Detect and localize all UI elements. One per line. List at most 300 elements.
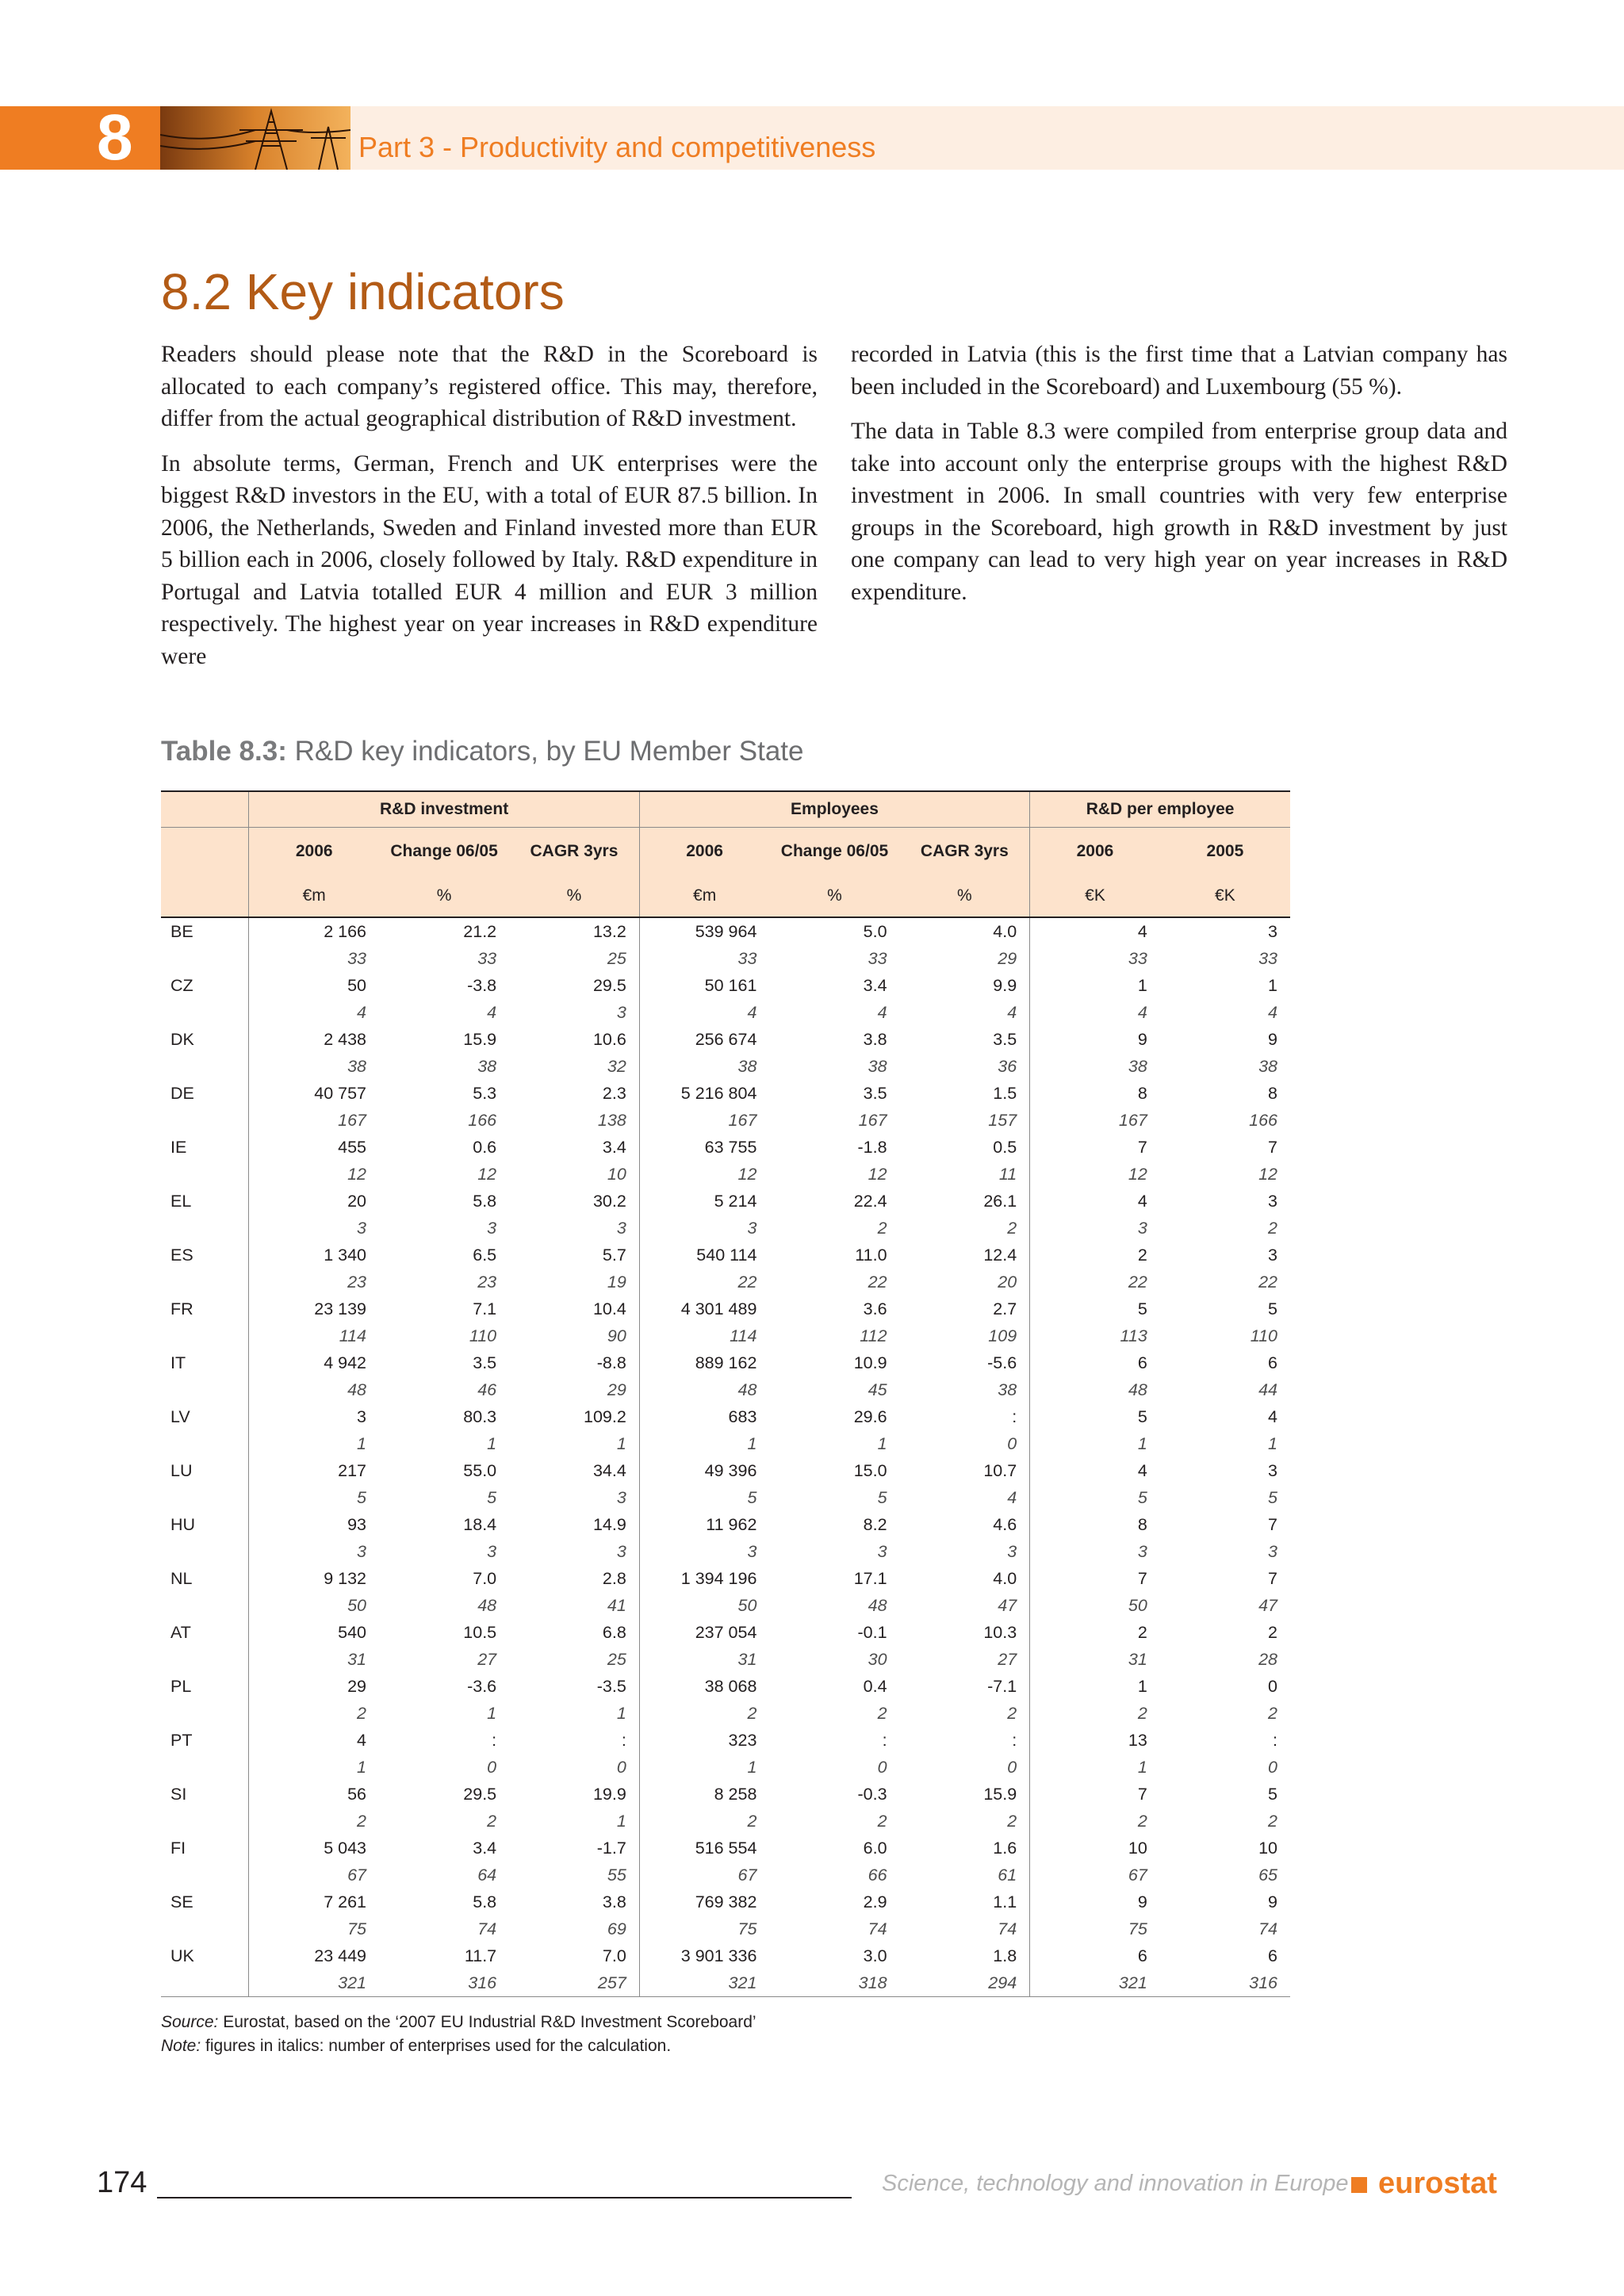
unit-header: %	[509, 875, 639, 917]
value-cell: 4	[1030, 917, 1160, 945]
count-cell: 2	[1030, 1808, 1160, 1835]
group-header: R&D per employee	[1030, 791, 1290, 828]
count-cell: 38	[1030, 1053, 1160, 1080]
value-cell: 7.0	[473, 1569, 497, 1588]
count-cell: 74	[998, 1919, 1017, 1938]
source-text: Eurostat, based on the ‘2007 EU Industrial R&D Investment Scoreboard’	[218, 2013, 756, 2031]
value-cell: 10.6	[592, 1030, 626, 1049]
count-cell: 33	[1258, 949, 1277, 968]
row-label-blank	[161, 1484, 249, 1511]
value-cell: 9.9	[993, 976, 1017, 995]
value-cell: 1.1	[993, 1892, 1017, 1911]
enterprise-count-row	[161, 1484, 1290, 1511]
value-cell: 5	[1268, 1785, 1277, 1804]
value-cell: 3	[1268, 922, 1277, 941]
value-cell: 8.2	[863, 1515, 887, 1534]
value-cell: 1.5	[993, 1084, 1017, 1103]
paragraph: In absolute terms, German, French and UK enterprises were the biggest R&D investors in the EU, with a total of EUR 87.5 billion. In 2006, the Netherlands, Sweden and Finland invested more than EUR 5 billion each in 2006, closely followed by Italy. R&D expenditure in Portugal and Latvia totalled EUR 4 million and EUR 3 million respectively. The highest year on year increases in R&D expenditure were	[161, 450, 818, 669]
value-cell: 4	[1030, 1188, 1160, 1215]
count-cell: 27	[998, 1650, 1017, 1669]
count-cell: 3	[616, 1542, 626, 1561]
count-cell: 4	[1007, 1003, 1017, 1022]
enterprise-count-row	[161, 1053, 1290, 1080]
row-label-blank	[161, 1915, 249, 1942]
count-cell: 2	[487, 1812, 497, 1831]
value-cell: 1	[1030, 1673, 1160, 1700]
country-code: AT	[170, 1623, 191, 1642]
value-cell: 1 340	[249, 1242, 379, 1269]
enterprise-count-row	[161, 1862, 1290, 1888]
enterprise-count-row	[161, 1269, 1290, 1295]
count-cell: 3	[1030, 1538, 1160, 1565]
value-cell: 323	[639, 1727, 769, 1754]
value-cell: :	[1273, 1731, 1277, 1750]
value-cell: :	[882, 1731, 887, 1750]
value-cell: 5	[1030, 1403, 1160, 1430]
row-label-blank	[161, 1269, 249, 1295]
row-label-blank	[161, 1862, 249, 1888]
value-cell: -1.7	[596, 1839, 626, 1858]
enterprise-count-row	[161, 1808, 1290, 1835]
count-cell: 23	[249, 1269, 379, 1295]
count-cell: 2	[1030, 1700, 1160, 1727]
count-cell: 0	[487, 1758, 497, 1777]
paragraph: The data in Table 8.3 were compiled from enterprise group data and take into account only the enterprise groups with the highest R&D investment in 2006. In small countries with very few enterprise groups in the Scoreboard, high growth in R&D investment by just one company can lead to very high year on year increases in R&D expenditure.	[851, 419, 1507, 605]
row-label-blank	[161, 1322, 249, 1349]
value-cell: 15.9	[463, 1030, 497, 1049]
count-cell: 1	[249, 1754, 379, 1781]
enterprise-count-row	[161, 1915, 1290, 1942]
value-cell: 2.3	[602, 1084, 626, 1103]
value-cell: 2.9	[863, 1892, 887, 1911]
count-cell: 2	[1007, 1219, 1017, 1238]
count-cell: 74	[868, 1919, 887, 1938]
value-cell: -1.8	[857, 1138, 887, 1157]
value-cell: -7.1	[987, 1677, 1017, 1696]
country-code: CZ	[170, 976, 193, 995]
enterprise-count-row	[161, 1592, 1290, 1619]
column-header: 2006	[639, 828, 769, 876]
value-cell: 2.7	[993, 1299, 1017, 1318]
count-cell: 4	[877, 1003, 887, 1022]
count-cell: 2	[639, 1700, 769, 1727]
count-cell: 1	[616, 1812, 626, 1831]
value-cell: 5.0	[863, 922, 887, 941]
count-cell: 47	[1258, 1596, 1277, 1615]
count-cell: 38	[639, 1053, 769, 1080]
country-code: ES	[170, 1246, 193, 1265]
value-cell: -0.1	[857, 1623, 887, 1642]
value-cell: 26.1	[983, 1192, 1017, 1211]
table-row	[161, 1619, 1290, 1646]
table-row	[161, 1242, 1290, 1269]
row-label-blank	[161, 1646, 249, 1673]
note-label: Note:	[161, 2037, 201, 2055]
count-cell: 167	[858, 1111, 887, 1130]
count-cell: 316	[1160, 1969, 1290, 1997]
unit-header: €K	[1160, 875, 1290, 917]
value-cell: 5 216 804	[639, 1080, 769, 1107]
count-cell: 1	[616, 1704, 626, 1723]
enterprise-count-row	[161, 945, 1290, 972]
value-cell: 63 755	[639, 1134, 769, 1161]
count-cell: 11	[998, 1165, 1017, 1184]
count-cell: 33	[868, 949, 887, 968]
value-cell: 237 054	[639, 1619, 769, 1646]
count-cell: 321	[249, 1969, 379, 1997]
table-row	[161, 972, 1290, 999]
count-cell: 1	[487, 1434, 497, 1453]
count-cell: 166	[468, 1111, 497, 1130]
value-cell: 15.0	[853, 1461, 887, 1480]
count-cell: 3	[1007, 1542, 1017, 1561]
value-cell: 29.5	[592, 976, 626, 995]
count-cell: 66	[868, 1866, 887, 1885]
value-cell: 29.6	[853, 1407, 887, 1426]
group-header: R&D investment	[249, 791, 639, 828]
eurostat-logo: eurostat	[1378, 2167, 1497, 2200]
value-cell: 18.4	[463, 1515, 497, 1534]
value-cell: 8	[1030, 1511, 1160, 1538]
value-cell: :	[492, 1731, 497, 1750]
chapter-number: 8	[97, 101, 133, 174]
value-cell: 20	[249, 1188, 379, 1215]
count-cell: 4	[1268, 1003, 1277, 1022]
count-cell: 5	[877, 1488, 887, 1507]
count-cell: 3	[616, 1219, 626, 1238]
value-cell: 9	[1030, 1888, 1160, 1915]
value-cell: 55.0	[463, 1461, 497, 1480]
value-cell: -3.6	[467, 1677, 497, 1696]
count-cell: 2	[249, 1808, 379, 1835]
value-cell: 7	[1030, 1134, 1160, 1161]
count-cell: 38	[1258, 1057, 1277, 1076]
count-cell: 2	[1007, 1704, 1017, 1723]
count-cell: 4	[1007, 1488, 1017, 1507]
count-cell: 23	[477, 1272, 497, 1292]
count-cell: 41	[607, 1596, 626, 1615]
source-note	[161, 2011, 756, 2034]
value-cell: 6	[1268, 1353, 1277, 1372]
value-cell: 217	[249, 1457, 379, 1484]
count-cell: 2	[877, 1219, 887, 1238]
count-cell: 67	[249, 1862, 379, 1888]
count-cell: 1	[1268, 1434, 1277, 1453]
header-blank	[161, 875, 249, 917]
count-cell: 1	[1030, 1754, 1160, 1781]
count-cell: 3	[639, 1538, 769, 1565]
count-cell: 30	[868, 1650, 887, 1669]
count-cell: 22	[1258, 1272, 1277, 1292]
count-cell: 90	[607, 1326, 626, 1345]
unit-header: %	[769, 875, 899, 917]
country-code: NL	[170, 1569, 193, 1588]
row-label-blank	[161, 1215, 249, 1242]
table-row	[161, 1888, 1290, 1915]
count-cell: 4	[1030, 999, 1160, 1026]
value-cell: -0.3	[857, 1785, 887, 1804]
value-cell: 14.9	[592, 1515, 626, 1534]
count-cell: 31	[639, 1646, 769, 1673]
row-label-blank	[161, 1538, 249, 1565]
count-cell: 3	[1030, 1215, 1160, 1242]
count-cell: 157	[988, 1111, 1017, 1130]
row-label-blank	[161, 1430, 249, 1457]
value-cell: 3.5	[473, 1353, 497, 1372]
value-cell: 5.7	[602, 1246, 626, 1265]
count-cell: 74	[1258, 1919, 1277, 1938]
table-row	[161, 1188, 1290, 1215]
count-cell: 33	[249, 945, 379, 972]
count-cell: 12	[1030, 1161, 1160, 1188]
count-cell: 167	[639, 1107, 769, 1134]
publication-title: Science, technology and innovation in Europe	[882, 2171, 1349, 2196]
count-cell: 167	[1030, 1107, 1160, 1134]
value-cell: 683	[639, 1403, 769, 1430]
country-code: LV	[170, 1407, 190, 1426]
count-cell: 38	[998, 1380, 1017, 1399]
header-blank	[161, 791, 249, 828]
count-cell: 31	[249, 1646, 379, 1673]
value-cell: 1.6	[993, 1839, 1017, 1858]
country-code: IT	[170, 1353, 186, 1372]
table-body	[161, 917, 1290, 1997]
count-cell: 12	[639, 1161, 769, 1188]
enterprise-count-row	[161, 1430, 1290, 1457]
value-cell: 7	[1030, 1781, 1160, 1808]
value-cell: 5 214	[639, 1188, 769, 1215]
count-cell: 69	[607, 1919, 626, 1938]
header-blank	[161, 828, 249, 876]
value-cell: 11.7	[464, 1946, 497, 1965]
value-cell: 256 674	[639, 1026, 769, 1053]
value-cell: 49 396	[639, 1457, 769, 1484]
indicators-table	[161, 790, 1290, 1997]
table-caption-label: Table 8.3:	[161, 736, 287, 767]
value-cell: 10.4	[592, 1299, 626, 1318]
value-cell: 7.0	[602, 1946, 626, 1965]
value-cell: 5.8	[473, 1892, 497, 1911]
value-cell: 80.3	[463, 1407, 497, 1426]
table-row	[161, 1727, 1290, 1754]
table-row	[161, 1511, 1290, 1538]
table-row	[161, 1457, 1290, 1484]
source-label: Source:	[161, 2013, 219, 2031]
count-cell: 36	[998, 1057, 1017, 1076]
value-cell: 29	[249, 1673, 379, 1700]
count-cell: 1	[639, 1430, 769, 1457]
value-cell: 4.6	[993, 1515, 1017, 1534]
value-cell: 5.3	[473, 1084, 497, 1103]
enterprise-count-row	[161, 1646, 1290, 1673]
value-cell: 6	[1030, 1349, 1160, 1376]
value-cell: 0.6	[473, 1138, 497, 1157]
count-cell: 110	[1250, 1326, 1277, 1345]
country-code: SI	[170, 1785, 187, 1804]
count-cell: 12	[868, 1165, 887, 1184]
count-cell: 5	[1030, 1484, 1160, 1511]
value-cell: 1	[1268, 976, 1277, 995]
chapter-box	[0, 101, 160, 174]
country-code: FR	[170, 1299, 193, 1318]
count-cell: 61	[998, 1866, 1017, 1885]
value-cell: 109.2	[583, 1407, 626, 1426]
count-cell: 31	[1030, 1646, 1160, 1673]
column-header: Change 06/05	[379, 828, 509, 876]
count-cell: 2	[1268, 1704, 1277, 1723]
count-cell: 19	[607, 1272, 626, 1292]
count-cell: 20	[998, 1272, 1017, 1292]
unit-header: %	[379, 875, 509, 917]
country-code: FI	[170, 1839, 186, 1858]
note-text: figures in italics: number of enterprises used for the calculation.	[201, 2037, 672, 2055]
count-cell: 32	[607, 1057, 626, 1076]
value-cell: 9	[1030, 1026, 1160, 1053]
value-cell: 3	[1268, 1461, 1277, 1480]
count-cell: 110	[469, 1326, 497, 1345]
value-cell: 12.4	[983, 1246, 1017, 1265]
table-wrapper	[161, 790, 1290, 1997]
value-cell: 9	[1268, 1892, 1277, 1911]
unit-header: €K	[1030, 875, 1160, 917]
value-cell: 3	[249, 1403, 379, 1430]
count-cell: 38	[477, 1057, 497, 1076]
row-label-blank	[161, 999, 249, 1026]
value-cell: 38 068	[639, 1673, 769, 1700]
table-row	[161, 1349, 1290, 1376]
value-cell: 3.4	[863, 976, 887, 995]
table-row	[161, 917, 1290, 945]
column-header: 2005	[1160, 828, 1290, 876]
enterprise-count-row	[161, 1215, 1290, 1242]
count-cell: 38	[868, 1057, 887, 1076]
country-code: IE	[170, 1138, 187, 1157]
count-cell: 114	[639, 1322, 769, 1349]
count-cell: 22	[1030, 1269, 1160, 1295]
table-row	[161, 1835, 1290, 1862]
value-cell: 3.4	[473, 1839, 497, 1858]
count-cell: 67	[1030, 1862, 1160, 1888]
value-cell: 9	[1268, 1030, 1277, 1049]
value-cell: 10.5	[463, 1623, 497, 1642]
count-cell: 3	[487, 1542, 497, 1561]
count-cell: 44	[1258, 1380, 1277, 1399]
count-cell: 67	[639, 1862, 769, 1888]
value-cell: 2	[1030, 1619, 1160, 1646]
count-cell: 75	[249, 1915, 379, 1942]
value-cell: 0.4	[863, 1677, 887, 1696]
count-cell: 166	[1249, 1111, 1277, 1130]
count-cell: 12	[1258, 1165, 1277, 1184]
count-cell: 0	[1007, 1434, 1017, 1453]
value-cell: 23 449	[249, 1942, 379, 1969]
table-row	[161, 1565, 1290, 1592]
enterprise-count-row	[161, 1107, 1290, 1134]
count-cell: 25	[607, 1650, 626, 1669]
row-label-blank	[161, 1161, 249, 1188]
value-cell: 539 964	[639, 917, 769, 945]
value-cell: 7.1	[473, 1299, 497, 1318]
value-cell: 2	[1030, 1242, 1160, 1269]
group-header: Employees	[639, 791, 1029, 828]
count-cell: 48	[477, 1596, 497, 1615]
count-cell: 45	[868, 1380, 887, 1399]
row-label-blank	[161, 1700, 249, 1727]
value-cell: 4	[1030, 1457, 1160, 1484]
row-label-blank	[161, 1592, 249, 1619]
table-row	[161, 1403, 1290, 1430]
country-code: DE	[170, 1084, 194, 1103]
section-title: 8.2 Key indicators	[161, 263, 565, 320]
count-cell: 22	[868, 1272, 887, 1292]
value-cell: 455	[249, 1134, 379, 1161]
value-cell: 8 258	[639, 1781, 769, 1808]
value-cell: 30.2	[592, 1192, 626, 1211]
value-cell: 13	[1030, 1727, 1160, 1754]
column-header: CAGR 3yrs	[509, 828, 639, 876]
value-cell: 4.0	[993, 1569, 1017, 1588]
value-cell: 2	[1268, 1623, 1277, 1642]
value-cell: 3.0	[863, 1946, 887, 1965]
count-cell: 5	[487, 1488, 497, 1507]
value-cell: 4.0	[993, 922, 1017, 941]
country-code: PT	[170, 1731, 193, 1750]
unit-header: €m	[639, 875, 769, 917]
value-cell: 1 394 196	[639, 1565, 769, 1592]
count-cell: 12	[249, 1161, 379, 1188]
count-cell: 50	[639, 1592, 769, 1619]
count-cell: 12	[477, 1165, 497, 1184]
count-cell: 48	[1030, 1376, 1160, 1403]
count-cell: 0	[1007, 1758, 1017, 1777]
count-cell: 2	[1268, 1812, 1277, 1831]
column-header: 2006	[249, 828, 379, 876]
count-cell: 46	[477, 1380, 497, 1399]
eurostat-square-icon	[1351, 2177, 1367, 2193]
count-cell: 5	[639, 1484, 769, 1511]
country-code: UK	[170, 1946, 194, 1965]
value-cell: 889 162	[639, 1349, 769, 1376]
count-cell: 28	[1258, 1650, 1277, 1669]
count-cell: 33	[639, 945, 769, 972]
paragraph: Readers should please note that the R&D in the Scoreboard is allocated to each company’s registered office. This may, therefore, differ from the actual geographical distribution of R&D investment.	[161, 342, 818, 431]
count-cell: 2	[877, 1704, 887, 1723]
value-cell: 0	[1268, 1677, 1277, 1696]
table-row	[161, 1134, 1290, 1161]
value-cell: 6	[1268, 1946, 1277, 1965]
count-cell: 113	[1030, 1322, 1160, 1349]
value-cell: 7	[1268, 1515, 1277, 1534]
count-cell: 48	[868, 1596, 887, 1615]
value-cell: 2 438	[249, 1026, 379, 1053]
value-cell: 8	[1268, 1084, 1277, 1103]
value-cell: 3.5	[993, 1030, 1017, 1049]
value-cell: 8	[1030, 1080, 1160, 1107]
value-cell: 93	[249, 1511, 379, 1538]
value-cell: -3.8	[467, 976, 497, 995]
count-cell: 2	[1007, 1812, 1017, 1831]
table-row	[161, 1781, 1290, 1808]
count-cell: 4	[639, 999, 769, 1026]
power-pylon-image	[160, 106, 350, 170]
count-cell: 64	[477, 1866, 497, 1885]
count-cell: 294	[900, 1969, 1030, 1997]
count-cell: 1	[877, 1434, 887, 1453]
column-header: Change 06/05	[769, 828, 899, 876]
count-cell: 3	[877, 1542, 887, 1561]
value-cell: 5	[1030, 1295, 1160, 1322]
value-cell: 4	[1268, 1407, 1277, 1426]
